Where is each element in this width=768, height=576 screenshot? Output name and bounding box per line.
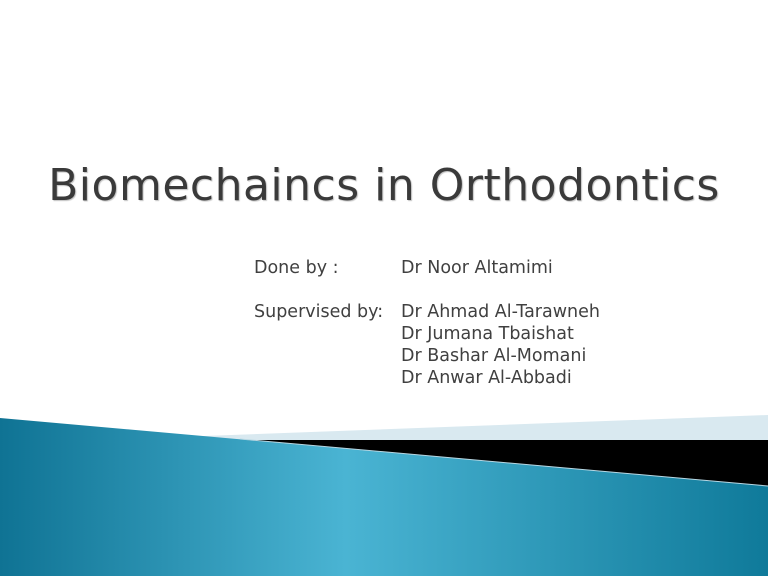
supervisor-name: Dr Bashar Al-Momani [401, 346, 587, 366]
light-band [150, 415, 768, 440]
supervisor-name: Dr Jumana Tbaishat [401, 324, 574, 344]
done-by-label: Done by : [254, 258, 339, 278]
supervisor-name: Dr Anwar Al-Abbadi [401, 368, 572, 388]
slide-title: Biomechaincs in Orthodontics [48, 160, 720, 211]
done-by-name: Dr Noor Altamimi [401, 258, 553, 278]
supervisor-name: Dr Ahmad Al-Tarawneh [401, 302, 600, 322]
supervised-by-label: Supervised by: [254, 302, 384, 322]
